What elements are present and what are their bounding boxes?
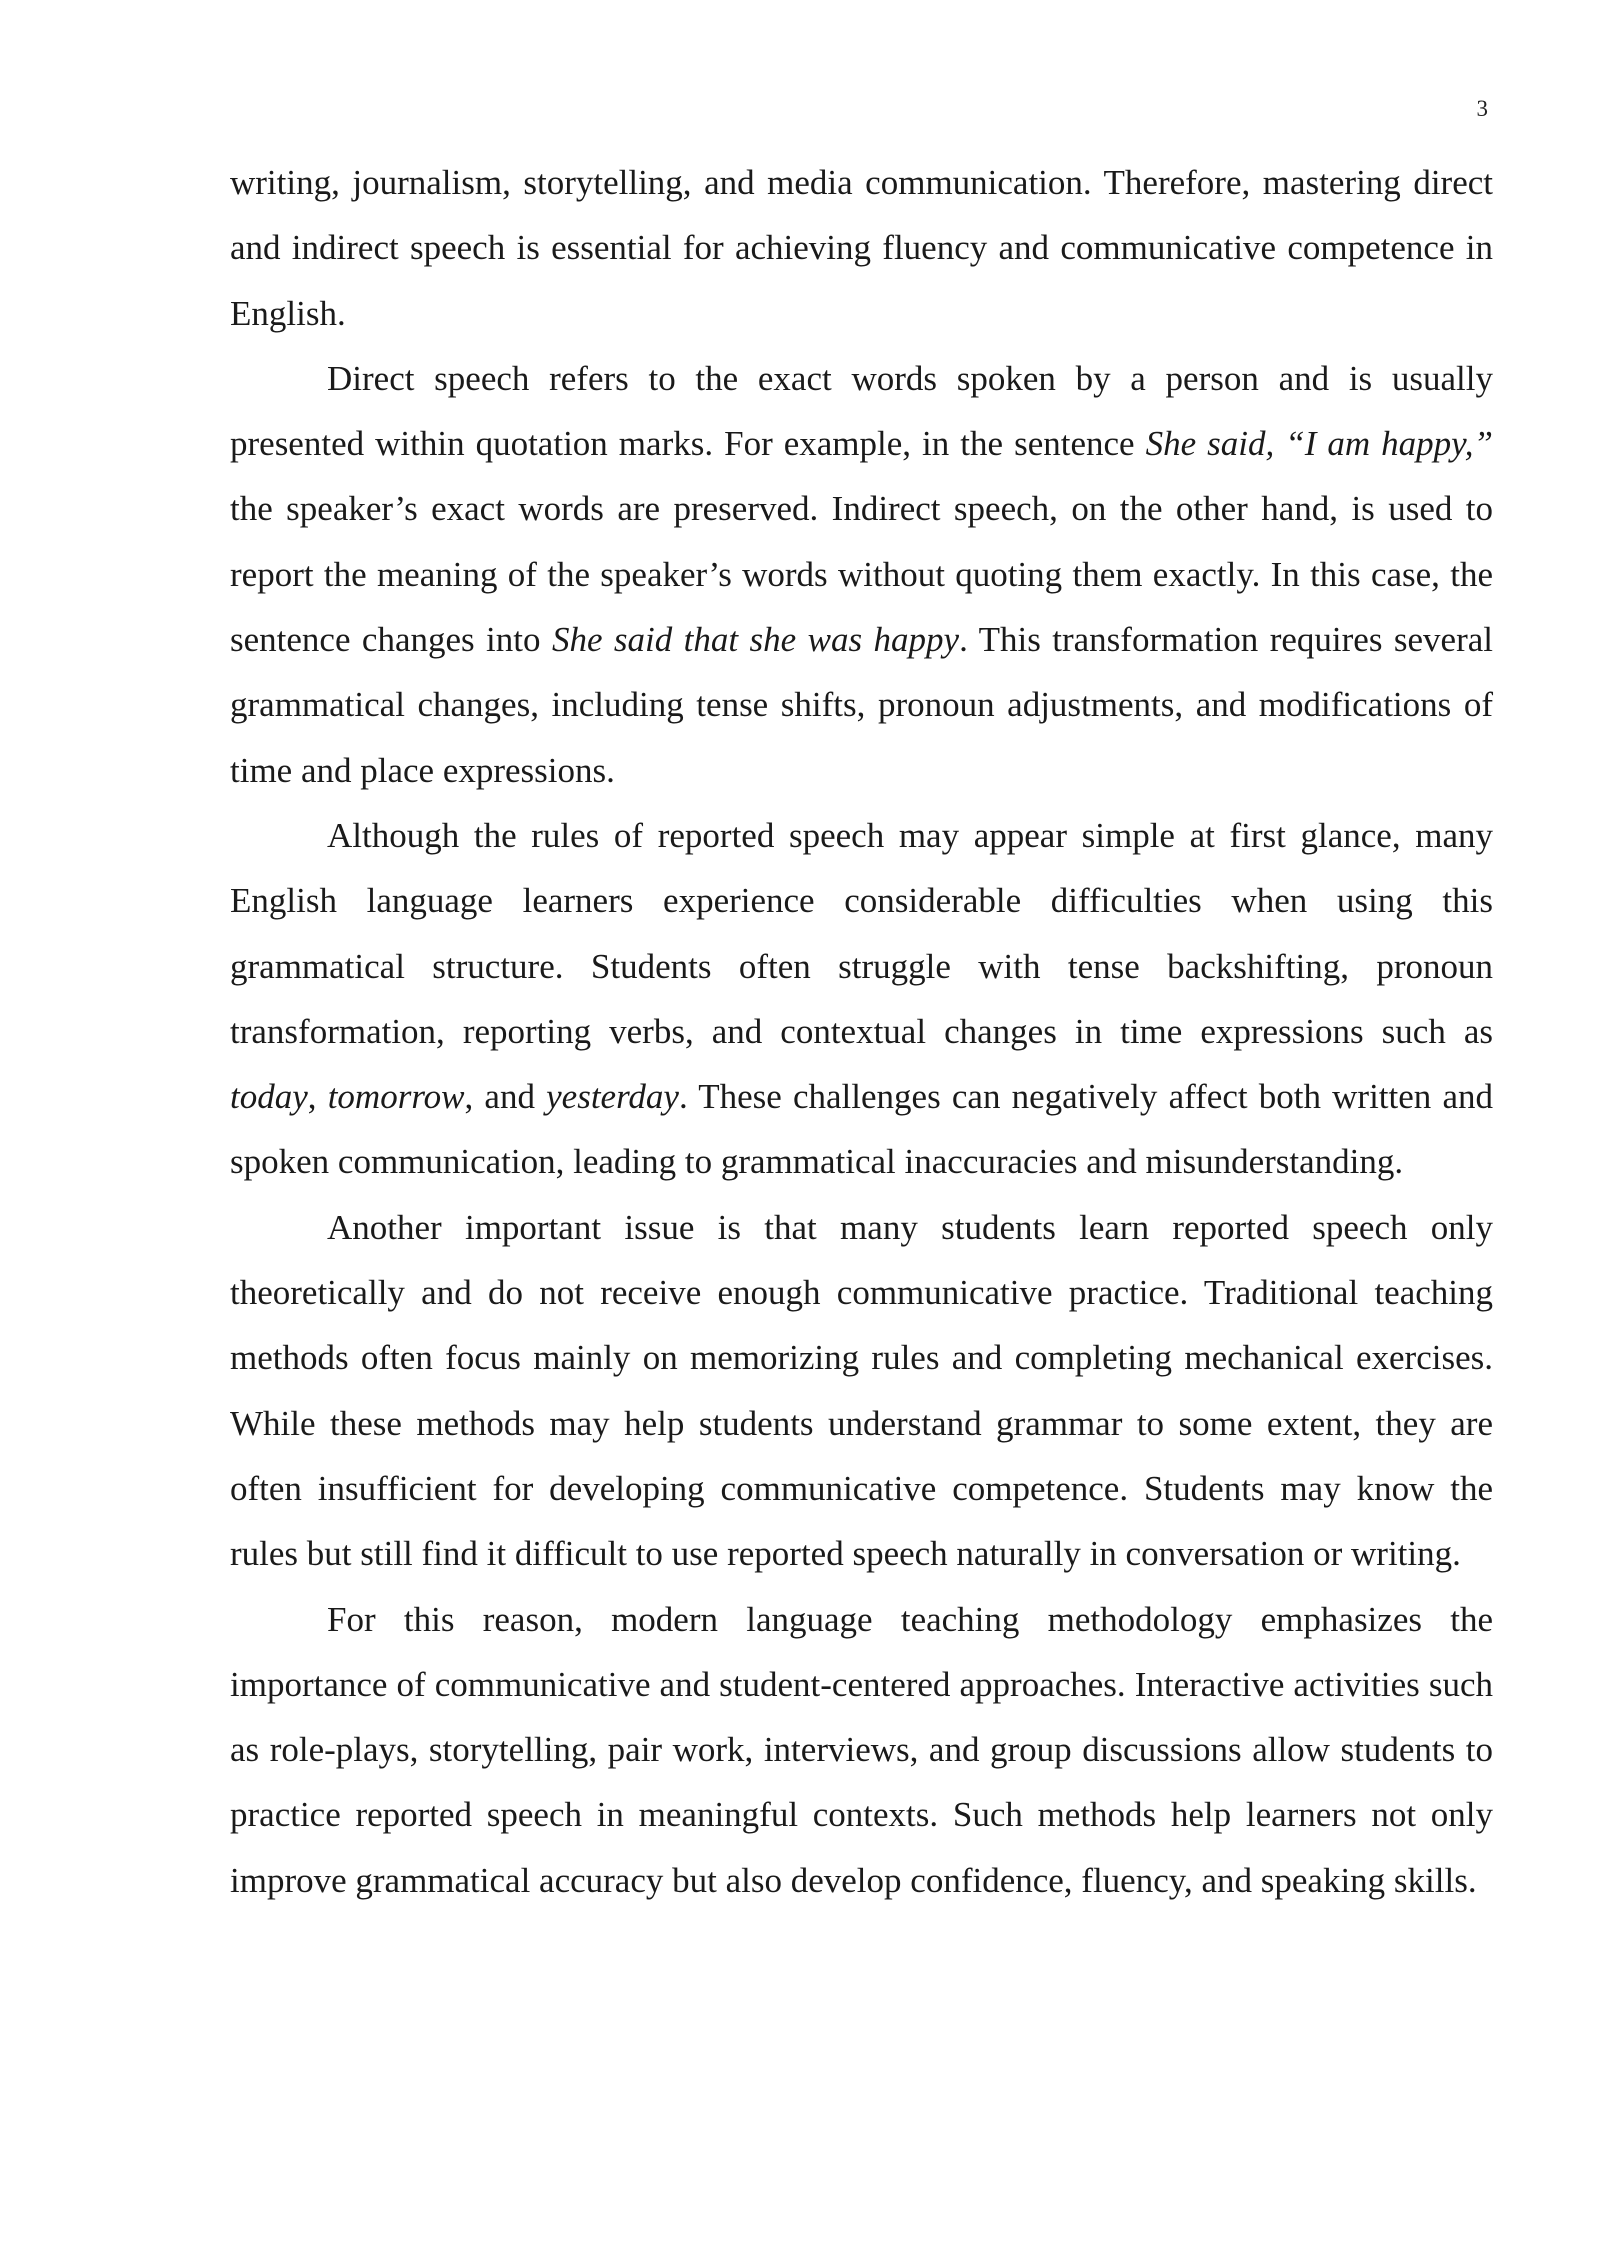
text-run: . This transformation requires several grammatical changes, including tense shifts, pronoun adjustments, and modifications of time and place expressions. bbox=[230, 620, 1493, 790]
text-run: Another important issue is that many students learn reported speech only theoretically and do not receive enough communicative practice. Traditional teaching methods often focus mainly on memorizing rules and completing mechanical exercises. While these methods may help students understand grammar to some extent, they are often insufficient for developing communicative competence. Students may know the rules but still find it difficult to use reported speech naturally in conversation or writing. bbox=[230, 1207, 1493, 1574]
italic-text-run: yesterday bbox=[546, 1077, 679, 1117]
italic-text-run: today bbox=[230, 1077, 308, 1117]
italic-text-run: tomorrow bbox=[327, 1077, 465, 1117]
italic-text-run: She said, “I am happy,” bbox=[1145, 424, 1493, 464]
paragraph-1 bbox=[230, 150, 1493, 346]
italic-text-run: She said that she was happy bbox=[551, 620, 960, 660]
paragraph-4 bbox=[230, 1195, 1493, 1587]
text-run: For this reason, modern language teaching methodology emphasizes the importance of communicative and student-centered approaches. Interactive activities such as role-plays, storytelling, pair work, interviews, and group discussions allow students to practice reported speech in meaningful contexts. Such methods help learners not only improve grammatical accuracy but also develop confidence, fluency, and speaking skills. bbox=[230, 1599, 1493, 1900]
page-number: 3 bbox=[1476, 96, 1488, 121]
text-run: , and bbox=[464, 1077, 547, 1117]
body-text bbox=[230, 150, 1493, 1913]
paragraph-2 bbox=[230, 346, 1493, 803]
text-run: , bbox=[307, 1077, 328, 1117]
paragraph-5 bbox=[230, 1587, 1493, 1913]
text-run: . These challenges can negatively affect both written and spoken communication, leading to grammatical inaccuracies and misunderstanding. bbox=[230, 1077, 1493, 1182]
text-run: Direct speech refers to the exact words spoken by a person and is usually presented within quotation marks. For example, in the sentence bbox=[230, 358, 1493, 464]
text-run: writing, journalism, storytelling, and media communication. Therefore, mastering direct and indirect speech is essential for achieving fluency and communicative competence in English. bbox=[230, 163, 1493, 333]
text-run: the speaker’s exact words are preserved. Indirect speech, on the other hand, is used to report the meaning of the speaker’s words without quoting them exactly. In this case, the sentence changes into bbox=[230, 489, 1493, 660]
text-run: Although the rules of reported speech may appear simple at first glance, many English language learners experience considerable difficulties when using this grammatical structure. Students often struggle with tense backshifting, pronoun transformation, reporting verbs, and contextual changes in time expressions such as bbox=[230, 815, 1493, 1051]
paragraph-3 bbox=[230, 803, 1493, 1195]
